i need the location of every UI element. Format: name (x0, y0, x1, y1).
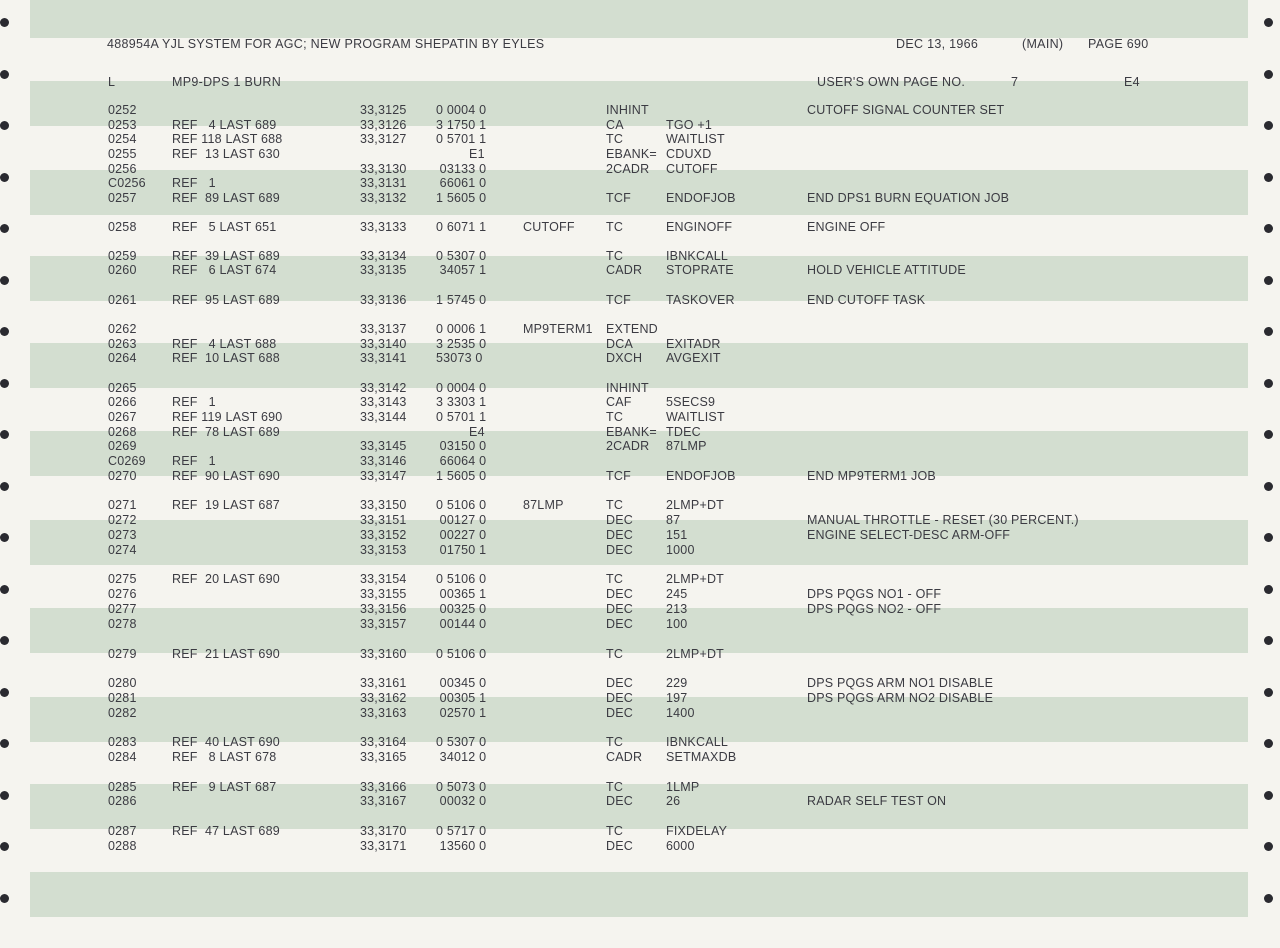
row-address: 33,3135 (360, 263, 407, 277)
feed-hole (1264, 327, 1273, 336)
row-operand: SETMAXDB (666, 750, 737, 764)
row-octal-code: 3 3303 1 (436, 395, 487, 409)
row-line-number: 0284 (108, 750, 137, 764)
feed-hole (1264, 121, 1273, 130)
feed-hole (0, 894, 9, 903)
row-line-number: C0269 (108, 454, 146, 468)
row-opcode: DEC (606, 706, 633, 720)
row-reference: REF 13 LAST 630 (172, 147, 280, 161)
row-operand: STOPRATE (666, 263, 734, 277)
row-octal-code: 0 0004 0 (436, 381, 487, 395)
row-opcode: TC (606, 647, 624, 661)
row-opcode: DEC (606, 676, 633, 690)
row-address: 33,3147 (360, 469, 407, 483)
feed-hole (1264, 688, 1273, 697)
row-operand: TASKOVER (666, 293, 735, 307)
row-label: MP9TERM1 (523, 322, 593, 336)
row-line-number: 0278 (108, 617, 137, 631)
row-comment: END MP9TERM1 JOB (807, 469, 936, 483)
row-octal-code: 0 5073 0 (436, 780, 487, 794)
row-octal-code: 34057 1 (436, 263, 487, 277)
row-address: 33,3171 (360, 839, 407, 853)
row-line-number: 0260 (108, 263, 137, 277)
feed-hole (1264, 18, 1273, 27)
row-octal-code: 03133 0 (436, 162, 487, 176)
row-address: 33,3163 (360, 706, 407, 720)
row-reference: REF 90 LAST 690 (172, 469, 280, 483)
row-line-number: 0257 (108, 191, 137, 205)
row-operand: 100 (666, 617, 688, 631)
row-line-number: 0271 (108, 498, 137, 512)
row-octal-code: 0 5106 0 (436, 647, 487, 661)
row-line-number: 0259 (108, 249, 137, 263)
row-address: 33,3162 (360, 691, 407, 705)
row-opcode: DEC (606, 587, 633, 601)
row-opcode: TCF (606, 191, 631, 205)
feed-hole (0, 379, 9, 388)
row-reference: REF 4 LAST 688 (172, 337, 277, 351)
section-letter: L (108, 75, 116, 89)
row-comment: RADAR SELF TEST ON (807, 794, 947, 808)
listing-page: PAGE 690 (1088, 37, 1149, 51)
feed-hole (0, 276, 9, 285)
row-line-number: 0281 (108, 691, 137, 705)
row-operand: 2LMP+DT (666, 498, 725, 512)
feed-hole (0, 585, 9, 594)
row-octal-code: 00032 0 (436, 794, 487, 808)
listing-main: (MAIN) (1022, 37, 1064, 51)
row-line-number: 0269 (108, 439, 137, 453)
row-address: 33,3130 (360, 162, 407, 176)
row-reference: REF 89 LAST 689 (172, 191, 280, 205)
row-opcode: 2CADR (606, 439, 650, 453)
row-line-number: 0275 (108, 572, 137, 586)
user-page-number: 7 (1011, 75, 1019, 89)
row-operand: AVGEXIT (666, 351, 721, 365)
row-reference: REF 119 LAST 690 (172, 410, 283, 424)
row-address: 33,3155 (360, 587, 407, 601)
row-opcode: DEC (606, 617, 633, 631)
row-octal-code: 01750 1 (436, 543, 487, 557)
row-octal-code: 1 5605 0 (436, 191, 487, 205)
row-opcode: DXCH (606, 351, 643, 365)
row-address: 33,3164 (360, 735, 407, 749)
row-line-number: 0283 (108, 735, 137, 749)
row-reference: REF 39 LAST 689 (172, 249, 280, 263)
row-opcode: EXTEND (606, 322, 658, 336)
row-operand: 6000 (666, 839, 695, 853)
row-line-number: 0263 (108, 337, 137, 351)
row-operand: 245 (666, 587, 688, 601)
row-opcode: EBANK= (606, 425, 657, 439)
row-address: 33,3126 (360, 118, 407, 132)
row-address: 33,3167 (360, 794, 407, 808)
row-comment: DPS PQGS NO1 - OFF (807, 587, 942, 601)
row-operand: TDEC (666, 425, 701, 439)
feed-hole (0, 842, 9, 851)
row-address: 33,3143 (360, 395, 407, 409)
row-line-number: 0267 (108, 410, 137, 424)
feed-hole (0, 482, 9, 491)
row-address: 33,3153 (360, 543, 407, 557)
row-label: 87LMP (523, 498, 564, 512)
feed-hole (1264, 276, 1273, 285)
row-opcode: CADR (606, 263, 643, 277)
feed-hole (0, 18, 9, 27)
row-address: 33,3154 (360, 572, 407, 586)
row-comment: ENGINE OFF (807, 220, 886, 234)
row-operand: 5SECS9 (666, 395, 716, 409)
row-reference: REF 1 (172, 395, 216, 409)
listing-date: DEC 13, 1966 (896, 37, 979, 51)
feed-hole (1264, 482, 1273, 491)
row-address: 33,3170 (360, 824, 407, 838)
row-opcode: TC (606, 249, 624, 263)
row-opcode: DEC (606, 543, 633, 557)
row-opcode: DEC (606, 691, 633, 705)
row-opcode: TC (606, 132, 624, 146)
row-operand: 26 (666, 794, 681, 808)
row-line-number: 0273 (108, 528, 137, 542)
row-octal-code: 53073 0 (436, 351, 483, 365)
row-opcode: TCF (606, 293, 631, 307)
row-opcode: CAF (606, 395, 632, 409)
row-reference: REF 5 LAST 651 (172, 220, 277, 234)
feed-hole (0, 121, 9, 130)
row-reference: REF 78 LAST 689 (172, 425, 280, 439)
row-reference: REF 4 LAST 689 (172, 118, 277, 132)
row-line-number: 0279 (108, 647, 137, 661)
row-opcode: DEC (606, 602, 633, 616)
row-reference: REF 21 LAST 690 (172, 647, 280, 661)
row-address: 33,3133 (360, 220, 407, 234)
row-opcode: DEC (606, 513, 633, 527)
row-label: CUTOFF (523, 220, 575, 234)
row-address: 33,3141 (360, 351, 407, 365)
row-operand: 1400 (666, 706, 695, 720)
row-octal-code: 00144 0 (436, 617, 487, 631)
row-address: 33,3131 (360, 176, 407, 190)
row-reference: REF 1 (172, 176, 216, 190)
row-opcode: TC (606, 824, 624, 838)
row-opcode: EBANK= (606, 147, 657, 161)
row-comment: HOLD VEHICLE ATTITUDE (807, 263, 966, 277)
feed-hole (1264, 173, 1273, 182)
row-octal-code: 02570 1 (436, 706, 487, 720)
row-octal-code: 0 5106 0 (436, 498, 487, 512)
row-address: 33,3152 (360, 528, 407, 542)
row-octal-code: 00305 1 (436, 691, 487, 705)
row-line-number: 0255 (108, 147, 137, 161)
feed-hole (0, 533, 9, 542)
row-opcode: DEC (606, 794, 633, 808)
row-octal-code: 66064 0 (436, 454, 487, 468)
row-line-number: 0288 (108, 839, 137, 853)
row-address: 33,3157 (360, 617, 407, 631)
row-opcode: DCA (606, 337, 633, 351)
row-line-number: 0285 (108, 780, 137, 794)
row-line-number: 0274 (108, 543, 137, 557)
row-address: 33,3161 (360, 676, 407, 690)
row-reference: REF 20 LAST 690 (172, 572, 280, 586)
row-reference: REF 6 LAST 674 (172, 263, 277, 277)
row-operand: IBNKCALL (666, 249, 729, 263)
row-address: 33,3125 (360, 103, 407, 117)
row-octal-code: 0 5701 1 (436, 132, 487, 146)
row-reference: REF 118 LAST 688 (172, 132, 283, 146)
row-comment: CUTOFF SIGNAL COUNTER SET (807, 103, 1005, 117)
row-line-number: 0272 (108, 513, 137, 527)
row-octal-code: 1 5745 0 (436, 293, 487, 307)
row-opcode: TC (606, 735, 624, 749)
row-line-number: 0286 (108, 794, 137, 808)
row-address: 33,3136 (360, 293, 407, 307)
row-octal-code: E1 (436, 147, 485, 161)
row-operand: WAITLIST (666, 410, 725, 424)
row-octal-code: 0 5701 1 (436, 410, 487, 424)
row-operand: 87LMP (666, 439, 707, 453)
row-operand: ENDOFJOB (666, 191, 736, 205)
row-address: 33,3134 (360, 249, 407, 263)
row-reference: REF 95 LAST 689 (172, 293, 280, 307)
row-operand: TGO +1 (666, 118, 713, 132)
row-line-number: 0280 (108, 676, 137, 690)
row-comment: MANUAL THROTTLE - RESET (30 PERCENT.) (807, 513, 1079, 527)
row-octal-code: 00365 1 (436, 587, 487, 601)
row-reference: REF 10 LAST 688 (172, 351, 280, 365)
row-address: 33,3150 (360, 498, 407, 512)
row-reference: REF 8 LAST 678 (172, 750, 277, 764)
row-line-number: 0266 (108, 395, 137, 409)
row-operand: 1LMP (666, 780, 700, 794)
row-opcode: TC (606, 498, 624, 512)
row-address: 33,3140 (360, 337, 407, 351)
row-opcode: TC (606, 780, 624, 794)
feed-hole (1264, 430, 1273, 439)
row-comment: DPS PQGS ARM NO1 DISABLE (807, 676, 994, 690)
row-address: 33,3166 (360, 780, 407, 794)
row-comment: DPS PQGS NO2 - OFF (807, 602, 942, 616)
row-comment: DPS PQGS ARM NO2 DISABLE (807, 691, 994, 705)
row-operand: CUTOFF (666, 162, 718, 176)
row-operand: ENDOFJOB (666, 469, 736, 483)
row-opcode: CADR (606, 750, 643, 764)
user-page-label: USER'S OWN PAGE NO. (817, 75, 966, 89)
row-line-number: 0252 (108, 103, 137, 117)
row-address: 33,3142 (360, 381, 407, 395)
row-operand: WAITLIST (666, 132, 725, 146)
row-octal-code: 00227 0 (436, 528, 487, 542)
row-octal-code: 3 2535 0 (436, 337, 487, 351)
row-octal-code: 13560 0 (436, 839, 487, 853)
row-comment: ENGINE SELECT-DESC ARM-OFF (807, 528, 1011, 542)
row-operand: IBNKCALL (666, 735, 729, 749)
feed-hole (0, 688, 9, 697)
row-operand: 2LMP+DT (666, 647, 725, 661)
row-line-number: 0253 (108, 118, 137, 132)
feed-hole (1264, 585, 1273, 594)
row-address: 33,3146 (360, 454, 407, 468)
row-octal-code: 0 5106 0 (436, 572, 487, 586)
row-address: 33,3127 (360, 132, 407, 146)
row-line-number: 0254 (108, 132, 137, 146)
row-octal-code: 0 0004 0 (436, 103, 487, 117)
feed-hole (0, 327, 9, 336)
feed-hole (0, 739, 9, 748)
feed-hole (0, 173, 9, 182)
row-octal-code: 3 1750 1 (436, 118, 487, 132)
row-opcode: TC (606, 572, 624, 586)
feed-hole (1264, 791, 1273, 800)
row-operand: 1000 (666, 543, 695, 557)
row-opcode: TC (606, 410, 624, 424)
row-opcode: DEC (606, 528, 633, 542)
row-octal-code: 00325 0 (436, 602, 487, 616)
row-operand: ENGINOFF (666, 220, 733, 234)
row-line-number: 0261 (108, 293, 137, 307)
row-operand: 151 (666, 528, 688, 542)
row-octal-code: E4 (436, 425, 485, 439)
row-address: 33,3165 (360, 750, 407, 764)
row-address: 33,3151 (360, 513, 407, 527)
feed-hole (0, 70, 9, 79)
row-address: 33,3144 (360, 410, 407, 424)
row-operand: 2LMP+DT (666, 572, 725, 586)
feed-hole (0, 636, 9, 645)
feed-hole (1264, 224, 1273, 233)
row-operand: FIXDELAY (666, 824, 728, 838)
row-opcode: CA (606, 118, 624, 132)
row-octal-code: 0 5717 0 (436, 824, 487, 838)
row-octal-code: 0 0006 1 (436, 322, 487, 336)
row-comment: END DPS1 BURN EQUATION JOB (807, 191, 1010, 205)
row-address: 33,3137 (360, 322, 407, 336)
row-opcode: 2CADR (606, 162, 650, 176)
row-octal-code: 0 5307 0 (436, 249, 487, 263)
row-opcode: TC (606, 220, 624, 234)
row-line-number: 0268 (108, 425, 137, 439)
row-octal-code: 00345 0 (436, 676, 487, 690)
row-octal-code: 00127 0 (436, 513, 487, 527)
row-octal-code: 0 5307 0 (436, 735, 487, 749)
row-opcode: DEC (606, 839, 633, 853)
row-operand: EXITADR (666, 337, 721, 351)
row-line-number: 0276 (108, 587, 137, 601)
row-line-number: 0264 (108, 351, 137, 365)
row-line-number: 0265 (108, 381, 137, 395)
row-line-number: 0262 (108, 322, 137, 336)
row-address: 33,3160 (360, 647, 407, 661)
feed-hole (1264, 636, 1273, 645)
feed-hole (1264, 70, 1273, 79)
row-line-number: 0256 (108, 162, 137, 176)
feed-hole (0, 430, 9, 439)
row-reference: REF 40 LAST 690 (172, 735, 280, 749)
green-bar (30, 872, 1248, 917)
row-line-number: 0287 (108, 824, 137, 838)
row-opcode: INHINT (606, 103, 649, 117)
green-bar (30, 0, 1248, 38)
row-comment: END CUTOFF TASK (807, 293, 926, 307)
row-octal-code: 1 5605 0 (436, 469, 487, 483)
row-opcode: TCF (606, 469, 631, 483)
row-operand: 213 (666, 602, 688, 616)
row-reference: REF 1 (172, 454, 216, 468)
feed-hole (0, 224, 9, 233)
feed-hole (1264, 842, 1273, 851)
ebank-tag: E4 (1124, 75, 1140, 89)
row-address: 33,3156 (360, 602, 407, 616)
section-name: MP9-DPS 1 BURN (172, 75, 282, 89)
row-reference: REF 47 LAST 689 (172, 824, 280, 838)
listing-title: 488954A YJL SYSTEM FOR AGC; NEW PROGRAM SHEPATIN BY EYLES (107, 37, 545, 51)
feed-hole (1264, 379, 1273, 388)
row-address: 33,3145 (360, 439, 407, 453)
row-operand: 197 (666, 691, 688, 705)
row-reference: REF 9 LAST 687 (172, 780, 277, 794)
row-line-number: 0270 (108, 469, 137, 483)
feed-hole (1264, 533, 1273, 542)
row-address: 33,3132 (360, 191, 407, 205)
feed-hole (1264, 739, 1273, 748)
row-octal-code: 66061 0 (436, 176, 487, 190)
row-opcode: INHINT (606, 381, 649, 395)
row-operand: 87 (666, 513, 681, 527)
row-operand: 229 (666, 676, 688, 690)
row-line-number: 0282 (108, 706, 137, 720)
row-line-number: C0256 (108, 176, 146, 190)
row-octal-code: 34012 0 (436, 750, 487, 764)
row-octal-code: 03150 0 (436, 439, 487, 453)
row-octal-code: 0 6071 1 (436, 220, 487, 234)
feed-hole (0, 791, 9, 800)
row-line-number: 0258 (108, 220, 137, 234)
feed-hole (1264, 894, 1273, 903)
row-line-number: 0277 (108, 602, 137, 616)
row-operand: CDUXD (666, 147, 712, 161)
row-reference: REF 19 LAST 687 (172, 498, 280, 512)
